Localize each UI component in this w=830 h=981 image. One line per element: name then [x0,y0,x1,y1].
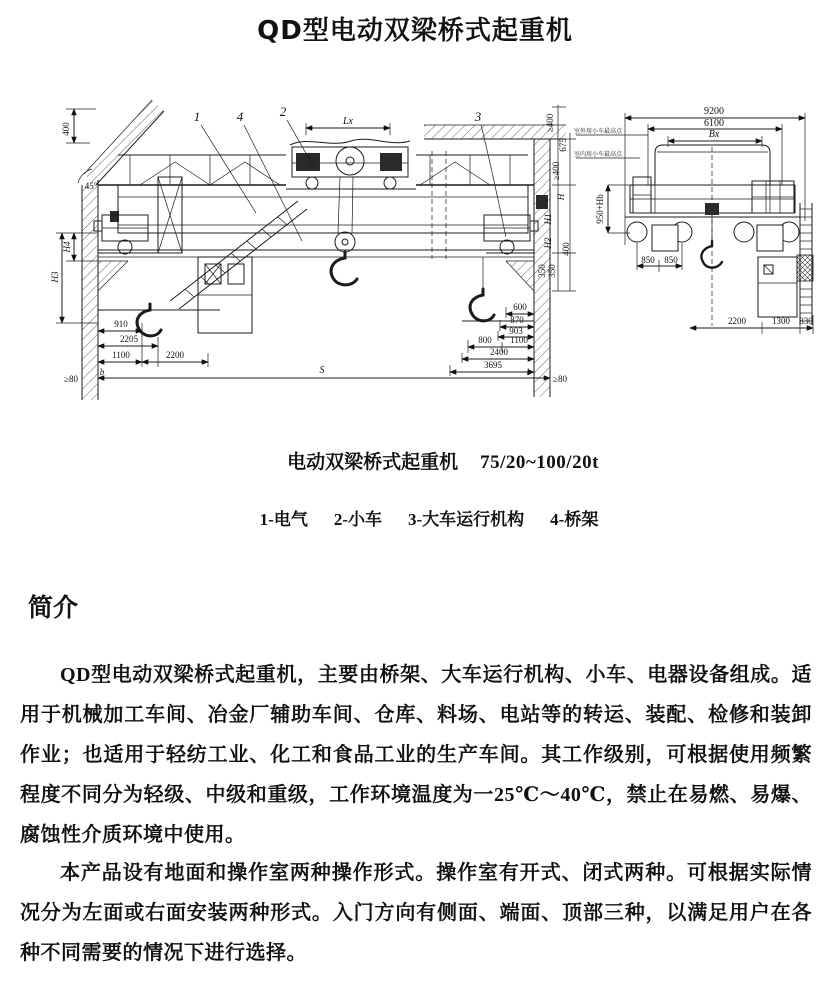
dim-label-2200-end: 2200 [728,316,746,326]
end-view-notes [574,127,648,158]
dim-label-800: 800 [478,335,492,345]
figure-caption [0,447,830,474]
dim-label-lx: Lx [343,116,353,127]
left-runway-and-end-truck [94,177,182,291]
dim-label-830: 830 [799,316,813,326]
end-view-top-dims [625,106,805,245]
legend-item-trolley: 2-小车 [333,510,382,529]
dim-label-1300: 1300 [772,316,790,326]
legend-item-bridge-frame: 4-桥架 [550,510,599,529]
dim-label-ge80-right: ≥80 [553,374,567,384]
end-view-trolley-body [655,145,770,185]
dim-label-s: S [319,365,325,376]
crane-technical-drawing [0,85,830,405]
dim-label-850-a: 850 [641,255,655,265]
main-elevation-view [50,100,576,400]
dim-label-ge80-left: ≥80 [64,374,78,384]
floor-hook-and-dims [98,304,220,367]
dim-label-h3: H3 [50,271,60,283]
main-hook-block [331,177,357,285]
dim-label-h4: H4 [62,241,72,253]
caption-name: 电动双梁桥式起重机 [287,452,459,473]
caption-spec: 75/20~100/20t [480,452,599,473]
dim-label-1100: 1100 [112,350,130,360]
operator-cab [198,257,252,333]
dim-label-6100: 6100 [704,118,724,129]
dim-label-950hb: 950+Hb [595,194,605,224]
dim-label-9200: 9200 [704,106,724,117]
callout-3: 3 [474,109,482,124]
dim-label-3695: 3695 [484,360,502,370]
callout-1: 1 [193,109,201,124]
end-view [574,106,813,334]
dim-label-b-right: b [526,367,532,377]
dim-label-903: 903 [509,326,523,336]
end-view-center-hook [701,147,722,326]
dim-label-b-left: b [99,367,105,377]
note-indoor-trolley-highest-point: 室内用小车最高点 [573,152,622,158]
dim-label-h2: H2 [543,237,553,249]
section-heading-intro: 简介 [28,593,79,622]
dim-label-850-b: 850 [664,255,678,265]
dim-label-ge400-top: ≥400 [545,113,555,133]
dim-label-600: 600 [513,302,527,312]
dim-label-h: H [556,193,566,201]
right-bottom-dim-stack [450,302,534,376]
callout-2: 2 [279,104,287,119]
dim-label-870: 870 [510,315,524,325]
right-end-truck [484,215,538,254]
end-view-bottom-dims [690,315,813,334]
legend-item-travel-mechanism: 3-大车运行机构 [408,510,525,529]
dim-label-910: 910 [114,319,128,329]
dim-label-h1: H1 [543,213,553,225]
dim-label-675: 675 [558,138,568,152]
angle-45-label: 45° [84,181,98,191]
page-title: QD型电动双梁桥式起重机 [257,16,573,46]
callout-4: 4 [236,109,244,124]
dim-label-400-right: 400 [561,242,571,256]
dim-label-ge400-mid: ≥400 [551,161,561,181]
dim-label-1100b: 1100 [510,335,528,345]
note-outdoor-trolley-highest-point: 室外用小车最高点 [573,129,622,135]
figure-legend [0,505,830,530]
dim-label-bx: Bx [708,129,720,140]
dim-label-2400: 2400 [490,347,508,357]
dim-label-2200: 2200 [166,350,184,360]
dim-label-350-b: 350 [547,264,557,278]
intro-paragraph-2: 本产品设有地面和操作室两种操作形式。操作室有开式、闭式两种。可根据实际情况分为左面或右面安装两种形式。入门方向有侧面、端面、顶部三种，以满足用户在各种不同需要的情况下进行选择。 [20,862,812,964]
trolley [286,131,416,193]
legend-item-electrical: 1-电气 [259,510,308,529]
dim-label-400-top: 400 [61,122,71,136]
dim-label-2205: 2205 [120,334,138,344]
end-view-cab-and-ladder [758,203,813,325]
access-stairs [170,201,307,309]
intro-paragraph-1: QD型电动双梁桥式起重机，主要由桥架、大车运行机构、小车、电器设备组成。适用于机械加工车间、冶金厂辅助车间、仓库、料场、电站等的转运、装配、检修和装卸作业；也适用于轻纺工业、化工和食品工业的生产车间。其工作级别，可根据使用频繁程度不同分为轻级、中级和重级，工作环境温度为一25℃～40℃，禁止在易燃、易爆、腐蚀性介质环境中使用。 [20,664,812,846]
dim-label-350-a: 350 [537,264,547,278]
